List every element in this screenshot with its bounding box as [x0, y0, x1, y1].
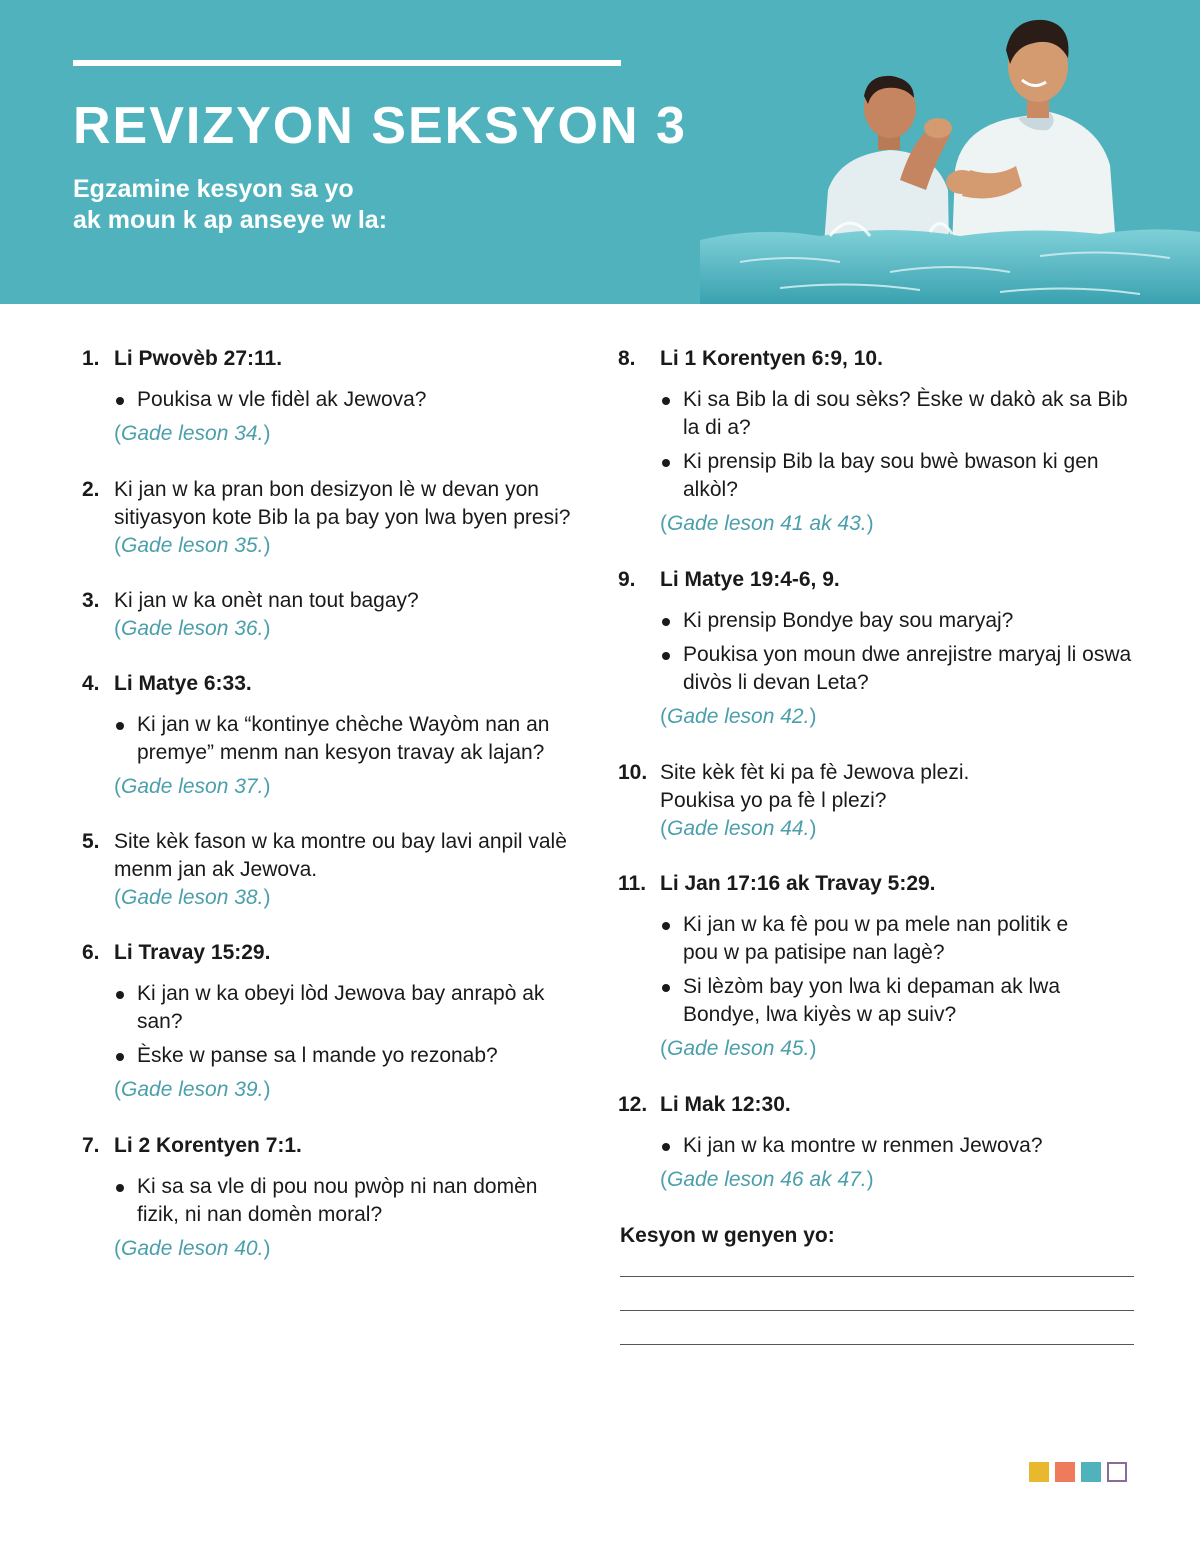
purple-outline-square-icon — [1107, 1462, 1127, 1482]
question-number: 9. — [618, 568, 636, 591]
sub-question: Èske w panse sa l mande yo rezonab? — [114, 1042, 582, 1070]
question-text: Li Mak 12:30. — [660, 1093, 791, 1116]
question-item-6 — [82, 939, 582, 1104]
header-banner — [0, 0, 1200, 304]
sub-question: Ki jan w ka “kontinye chèche Wayòm nan an premye” menm nan kesyon travay ak lajan? — [114, 711, 582, 767]
subtitle-line-2: ak moun k ap anseye w la: — [73, 206, 388, 234]
question-number: 12. — [618, 1093, 648, 1116]
question-item-5 — [82, 828, 582, 912]
question-number: 1. — [82, 347, 100, 370]
question-item-1 — [82, 345, 582, 448]
question-number: 7. — [82, 1134, 100, 1157]
sub-question: Ki sa Bib la di sou sèks? Èske w dakò ak sa Bib la di a? — [660, 386, 1148, 442]
lesson-reference: (Gade leson 39.) — [114, 1078, 271, 1101]
lesson-reference: (Gade leson 42.) — [660, 705, 817, 728]
question-text: Ki jan w ka pran bon desizyon lè w devan yon sitiyasyon kote Bib la pa bay yon lwa byen presi? — [114, 478, 571, 529]
sub-question: Poukisa w vle fidèl ak Jewova? — [114, 386, 582, 414]
answer-line[interactable] — [620, 1310, 1134, 1311]
lesson-reference: (Gade leson 37.) — [114, 775, 271, 798]
question-text: Li 1 Korentyen 6:9, 10. — [660, 347, 883, 370]
lesson-reference: (Gade leson 45.) — [660, 1037, 817, 1060]
question-number: 10. — [618, 761, 648, 784]
answer-line[interactable] — [620, 1344, 1134, 1345]
question-text: Li Jan 17:16 ak Travay 5:29. — [660, 872, 936, 895]
question-item-9 — [618, 566, 1148, 731]
page-subtitle — [73, 174, 493, 236]
question-number: 11. — [618, 872, 647, 895]
question-text: Li Matye 19:4-6, 9. — [660, 568, 840, 591]
question-number: 5. — [82, 830, 100, 853]
question-item-3 — [82, 587, 582, 643]
left-column — [82, 345, 582, 1263]
sub-question: Si lèzòm bay yon lwa ki depaman ak lwa Bondye, lwa kiyès w ap suiv? — [660, 973, 1103, 1029]
own-questions-label: Kesyon w genyen yo: — [620, 1224, 835, 1247]
sub-question: Poukisa yon moun dwe anrejistre maryaj li oswa divòs li devan Leta? — [660, 641, 1148, 697]
lesson-reference: (Gade leson 41 ak 43.) — [660, 512, 874, 535]
section-color-squares — [1029, 1462, 1127, 1482]
orange-square-icon — [1055, 1462, 1075, 1482]
question-text: Li Travay 15:29. — [114, 941, 271, 964]
answer-line[interactable] — [620, 1276, 1134, 1277]
lesson-reference: (Gade leson 36.) — [114, 617, 271, 640]
question-item-12 — [618, 1091, 1148, 1194]
lesson-reference: (Gade leson 44.) — [660, 817, 817, 840]
lesson-reference: (Gade leson 40.) — [114, 1237, 271, 1260]
sub-question: Ki prensip Bib la bay sou bwè bwason ki gen alkòl? — [660, 448, 1148, 504]
lesson-reference: (Gade leson 35.) — [114, 534, 271, 557]
question-number: 6. — [82, 941, 100, 964]
question-text: Site kèk fason w ka montre ou bay lavi anpil valè menm jan ak Jewova. — [114, 830, 567, 881]
question-item-11 — [618, 870, 1148, 1063]
sub-question: Ki jan w ka fè pou w pa mele nan politik e pou w pa patisipe nan lagè? — [660, 911, 1103, 967]
question-number: 2. — [82, 478, 100, 501]
sub-question: Ki jan w ka montre w renmen Jewova? — [660, 1132, 1148, 1160]
lesson-reference: (Gade leson 46 ak 47.) — [660, 1168, 874, 1191]
question-number: 4. — [82, 672, 100, 695]
page-title: REVIZYON SEKSYON 3 — [73, 97, 687, 155]
subtitle-line-1: Egzamine kesyon sa yo — [73, 175, 354, 203]
question-text: Li Matye 6:33. — [114, 672, 252, 695]
yellow-square-icon — [1029, 1462, 1049, 1482]
question-item-4 — [82, 670, 582, 801]
question-item-2 — [82, 476, 582, 560]
sub-question: Ki jan w ka obeyi lòd Jewova bay anrapò ak san? — [114, 980, 582, 1036]
question-text: Li 2 Korentyen 7:1. — [114, 1134, 302, 1157]
question-text: Li Pwovèb 27:11. — [114, 347, 283, 370]
question-item-10 — [618, 759, 1148, 843]
question-item-7 — [82, 1132, 582, 1263]
question-text: Ki jan w ka onèt nan tout bagay? — [114, 589, 419, 612]
sub-question: Ki sa sa vle di pou nou pwòp ni nan domèn fizik, ni nan domèn moral? — [114, 1173, 582, 1229]
teal-square-icon — [1081, 1462, 1101, 1482]
lesson-reference: (Gade leson 34.) — [114, 422, 271, 445]
question-item-8 — [618, 345, 1148, 538]
lesson-reference: (Gade leson 38.) — [114, 886, 271, 909]
baptism-illustration — [700, 0, 1200, 304]
header-rule — [73, 60, 621, 66]
question-text: Site kèk fèt ki pa fè Jewova plezi. Poukisa yo pa fè l plezi? — [660, 761, 970, 812]
question-number: 3. — [82, 589, 100, 612]
right-column — [618, 345, 1148, 1194]
question-number: 8. — [618, 347, 636, 370]
own-questions-section — [620, 1222, 1134, 1345]
sub-question: Ki prensip Bondye bay sou maryaj? — [660, 607, 1148, 635]
